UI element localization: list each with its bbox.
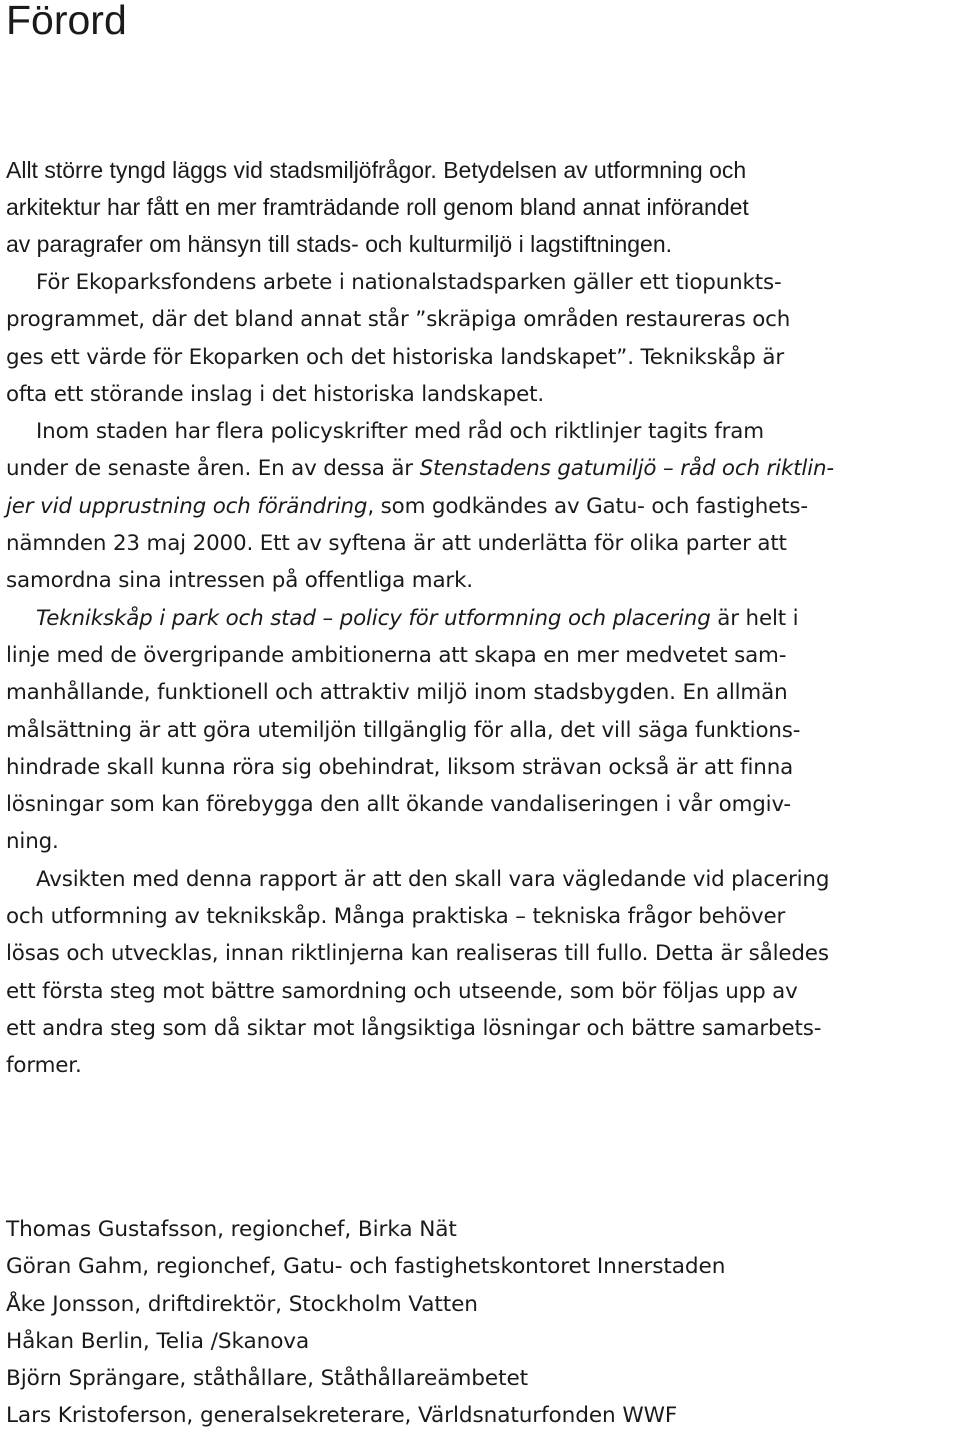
body-line: lösningar som kan förebygga den allt ökande vandaliseringen i vår omgiv- bbox=[6, 792, 791, 818]
body-line: ning. bbox=[6, 829, 59, 855]
body-line: manhållande, funktionell och attraktiv miljö inom stadsbygden. En allmän bbox=[6, 680, 788, 706]
signature-list bbox=[6, 1211, 956, 1435]
signature-line: Åke Jonsson, driftdirektör, Stockholm Vatten bbox=[6, 1291, 478, 1317]
publication-title: Teknikskåp i park och stad – policy för utformning och placering bbox=[36, 605, 711, 631]
body-line: samordna sina intressen på offentliga mark. bbox=[6, 568, 473, 594]
body-text-run: under de senaste åren. En av dessa är bbox=[6, 456, 420, 482]
intro-paragraph bbox=[6, 152, 956, 263]
intro-line: av paragrafer om hänsyn till stads- och kulturmiljö i lagstiftningen. bbox=[6, 231, 673, 257]
body-line: För Ekoparksfondens arbete i nationalstadsparken gäller ett tiopunkts- bbox=[36, 270, 782, 295]
body-line: ges ett värde för Ekoparken och det historiska landskapet”. Teknikskåp är bbox=[6, 344, 784, 370]
signature-line: Håkan Berlin, Telia /Skanova bbox=[6, 1328, 310, 1354]
body-line: ofta ett störande inslag i det historiska landskapet. bbox=[6, 381, 544, 407]
signature-line: Thomas Gustafsson, regionchef, Birka Nät bbox=[6, 1217, 457, 1242]
page-title: Förord bbox=[6, 0, 127, 43]
signature-line: Björn Sprängare, ståthållare, Ståthållareämbetet bbox=[6, 1366, 529, 1392]
body-line: Inom staden har flera policyskrifter med råd och riktlinjer tagits fram bbox=[36, 419, 764, 445]
body-line: och utformning av teknikskåp. Många praktiska – tekniska frågor behöver bbox=[6, 904, 786, 930]
body-line bbox=[6, 450, 960, 487]
body-line: former. bbox=[6, 1053, 82, 1079]
body-line: programmet, där det bland annat står ”skräpiga områden restaureras och bbox=[6, 307, 791, 333]
body-line: lösas och utvecklas, innan riktlinjerna kan realiseras till fullo. Detta är således bbox=[6, 941, 829, 967]
body-text bbox=[6, 264, 960, 1085]
body-line: linje med de övergripande ambitionerna att skapa en mer medvetet sam- bbox=[6, 642, 787, 668]
intro-line: Allt större tyngd läggs vid stadsmiljöfrågor. Betydelsen av utformning och bbox=[6, 157, 747, 183]
body-line: Avsikten med denna rapport är att den skall vara vägledande vid placering bbox=[36, 866, 830, 892]
body-line: ett andra steg som då siktar mot långsiktiga lösningar och bättre samarbets- bbox=[6, 1015, 822, 1041]
body-line: ett första steg mot bättre samordning och utseende, som bör följas upp av bbox=[6, 978, 798, 1004]
body-line bbox=[6, 600, 960, 637]
body-line: målsättning är att göra utemiljön tillgänglig för alla, det vill säga funktions- bbox=[6, 717, 801, 743]
signature-line: Göran Gahm, regionchef, Gatu- och fastighetskontoret Innerstaden bbox=[6, 1254, 726, 1280]
publication-title: jer vid upprustning och förändring bbox=[6, 493, 368, 519]
body-line: nämnden 23 maj 2000. Ett av syftena är att underlätta för olika parter att bbox=[6, 531, 787, 557]
intro-line: arkitektur har fått en mer framträdande roll genom bland annat införandet bbox=[6, 194, 749, 220]
publication-title: Stenstadens gatumiljö – råd och riktlin- bbox=[419, 456, 834, 482]
body-text-run: är helt i bbox=[710, 605, 799, 631]
signature-line: Lars Kristoferson, generalsekreterare, Världsnaturfonden WWF bbox=[6, 1403, 678, 1429]
body-line: hindrade skall kunna röra sig obehindrat, liksom strävan också är att finna bbox=[6, 754, 794, 780]
body-text-run: , som godkändes av Gatu- och fastighets- bbox=[367, 493, 808, 519]
body-line bbox=[6, 488, 960, 525]
